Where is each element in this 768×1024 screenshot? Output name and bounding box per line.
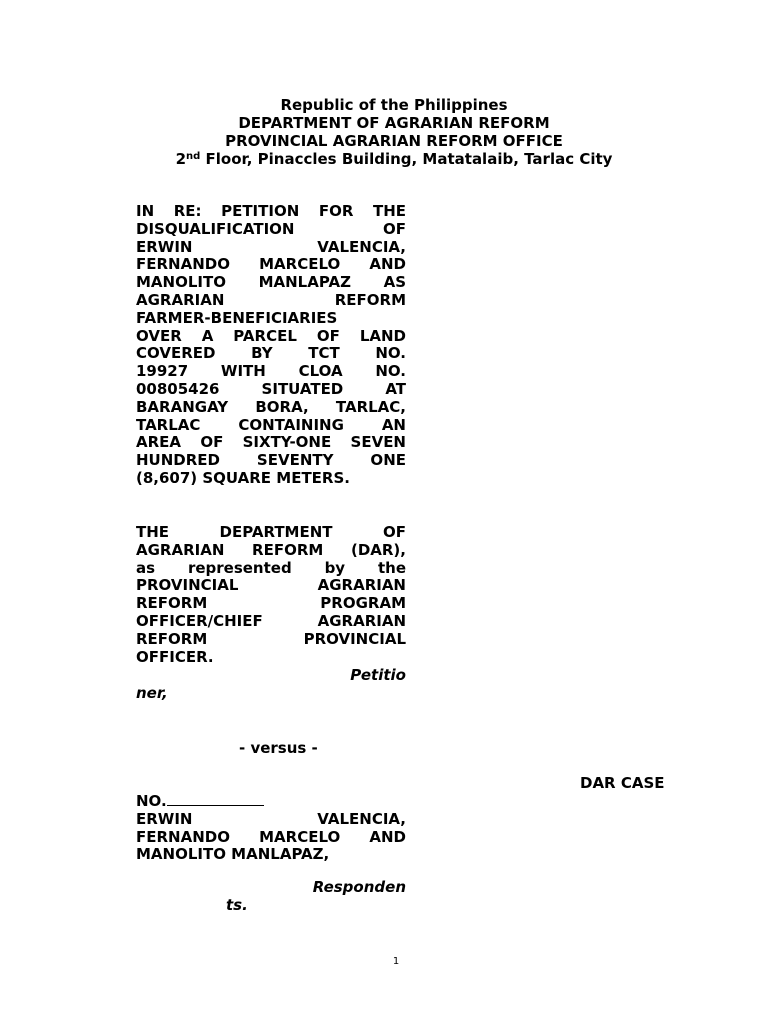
caption-line: 19927 WITH CLOA NO.: [136, 362, 406, 381]
case-number-label: NO.: [136, 792, 167, 810]
petitioner-line: OFFICER/CHIEF AGRARIAN: [136, 611, 406, 630]
petitioner-line: AGRARIAN REFORM (DAR),: [136, 540, 406, 559]
petitioner-label-continued: ner,: [136, 684, 168, 703]
caption-line: COVERED BY TCT NO.: [136, 344, 406, 363]
caption-line: (8,607) SQUARE METERS.: [136, 468, 350, 487]
caption-line: OVER A PARCEL OF LAND: [136, 326, 406, 345]
header-address-ordinal: nd: [186, 151, 201, 162]
caption-line: AREA OF SIXTY-ONE SEVEN: [136, 433, 406, 452]
petitioner-label: Petitio: [350, 666, 406, 685]
header-address: [0, 150, 768, 168]
petitioner-line: PROVINCIAL AGRARIAN: [136, 576, 406, 595]
document-header: [0, 96, 768, 168]
respondent-line: MANOLITO MANLAPAZ,: [136, 845, 330, 864]
caption-line: MANOLITO MANLAPAZ AS: [136, 273, 406, 292]
case-number-line: [136, 792, 406, 811]
respondents-label-part2: ts.: [226, 896, 248, 914]
petitioner-line: as represented by the: [136, 558, 406, 577]
caption-line: IN RE: PETITION FOR THE: [136, 202, 406, 220]
caption-line: 00805426 SITUATED AT: [136, 379, 406, 398]
petitioner-line: OFFICER.: [136, 647, 214, 666]
dar-case-label: DAR CASE: [580, 774, 665, 792]
respondents-label-part1: Responden: [312, 878, 406, 896]
caption-line: FARMER-BENEFICIARIES: [136, 308, 338, 327]
petitioner-line: THE DEPARTMENT OF: [136, 523, 406, 541]
caption-line: TARLAC CONTAINING AN: [136, 415, 406, 434]
caption-line: HUNDRED SEVENTY ONE: [136, 451, 406, 470]
header-department: DEPARTMENT OF AGRARIAN REFORM: [238, 114, 550, 132]
respondent-line: FERNANDO MARCELO AND: [136, 827, 406, 846]
caption-line: BARANGAY BORA, TARLAC,: [136, 397, 406, 416]
caption-line: DISQUALIFICATION OF: [136, 219, 406, 238]
respondents-label: [136, 878, 406, 914]
page-number: 1: [392, 956, 400, 967]
respondents-block: [136, 792, 406, 864]
petitioner-block: [136, 524, 406, 703]
caption-line: AGRARIAN REFORM: [136, 290, 406, 309]
respondent-line: ERWIN VALENCIA,: [136, 809, 406, 828]
caption-line: FERNANDO MARCELO AND: [136, 255, 406, 274]
caption-line: ERWIN VALENCIA,: [136, 237, 406, 256]
header-republic: Republic of the Philippines: [280, 96, 508, 114]
versus-label: - versus -: [239, 739, 318, 757]
header-address-rest: Floor, Pinaccles Building, Matatalaib, Tarlac City: [200, 150, 613, 168]
case-number-blank: [167, 792, 264, 806]
header-provincial-office: PROVINCIAL AGRARIAN REFORM OFFICE: [225, 132, 563, 150]
header-address-floor: 2: [175, 150, 187, 168]
petitioner-line: REFORM PROVINCIAL: [136, 629, 406, 648]
petitioner-line: REFORM PROGRAM: [136, 594, 406, 613]
case-caption: [136, 203, 406, 488]
